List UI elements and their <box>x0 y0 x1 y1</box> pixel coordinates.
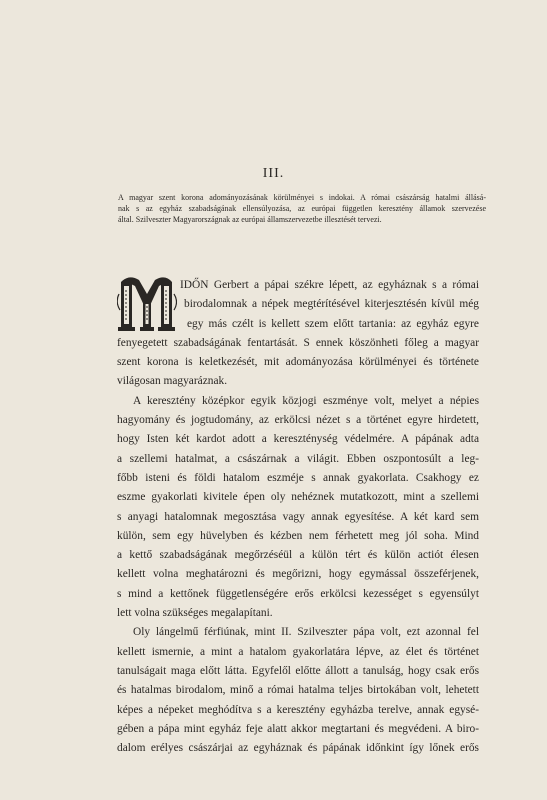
text-line: birodalomnak a népek megtérítésével kiterjesztésén kívül még <box>184 298 479 311</box>
text-line: kellett volna meghatározni és megőrizni, hogy egymással összeférjenek, <box>117 568 479 581</box>
text-line: világosan magyaráznak. <box>117 375 228 388</box>
text-line: A keresztény középkor egyik közjogi eszménye volt, melyet a népies <box>133 394 479 407</box>
text-line: a szellemi hatalmat, a császárnak a világit. Ebben oszpontosúlt a leg- <box>117 452 479 465</box>
summary-line: nak s az egyház szabadságának ellensúlyozása, az európai független keresztény államok szervezése <box>118 204 486 213</box>
text-line: tanulságait maga előtt látta. Egyfelől előtte állott a tanulság, hogy csak erős <box>117 664 479 677</box>
summary-line: A magyar szent korona adományozásának körülményei s indokai. A római császárság hatalmi állásá- <box>118 193 486 202</box>
text-line: s mind a kettőnek függetlenségére erős erkölcsi kezességet s egyensúlyt <box>117 587 479 600</box>
text-line: IDŐN Gerbert a pápai székre lépett, az egyháznak s a római <box>180 279 479 291</box>
text-line: szent korona is keletkezését, mit adományozása körülményei és története <box>117 356 479 369</box>
text-line: külön, sem egy hüvelyben és kézben nem férhetett meg jól soha. Mind <box>117 529 479 542</box>
text-line: a kettő szabadságának megőrzéséül a külön tért és külön actiót élesen <box>117 549 479 562</box>
text-line: hagyomány és jogtudomány, az erkölcsi nézet s a történet egyre hirdetett, <box>117 414 479 427</box>
text-line: kellett ismernie, a mint a hatalom gyakorlatára lépve, az élet és történet <box>117 645 479 658</box>
text-line: lett volna szükséges megalapítani. <box>117 607 273 620</box>
text-line: képes a népeket meghódítva s a keresztény egyházba terelve, annak egysé- <box>117 703 479 716</box>
text-line: s anyagi hatalomnak megosztása vagy annak egyesítése. A két kard sem <box>117 510 479 523</box>
text-line: fenyegetett szabadságának fentartását. S ennek köszönheti főleg a magyar <box>117 336 479 349</box>
text-line: főbb isteni és földi hatalom eszméje s annak gyakorlata. Csakhogy ez <box>117 471 479 484</box>
chapter-number: III. <box>262 166 285 181</box>
text-line: hogy Isten két kardot adott a kereszténység védelmére. A pápának adta <box>117 433 479 446</box>
text-line: eszme gyakorlati kivitele épen oly nehéznek mutatkozott, mint a szellemi <box>117 491 479 504</box>
body-text <box>117 276 479 758</box>
text-line: dalom erélyes császárjai az egyháznak és pápának időnkint így lőnek erős <box>117 742 479 755</box>
text-line: Oly lángelmű férfiúnak, mint II. Szilveszter pápa volt, ezt azonnal fel <box>133 626 479 639</box>
chapter-summary <box>118 192 486 225</box>
text-line: és hatalmas birodalom, minő a római hatalma teljes birtokában volt, lehetett <box>117 684 479 697</box>
summary-line: által. Szilveszter Magyarországnak az európai államszervezetbe illesztését tervezi. <box>118 215 382 224</box>
text-line: egy más czélt is kellett szem előtt tartania: az egyház egyre <box>187 317 479 330</box>
text-line: gében a pápa mint egyház feje alatt akkor megtartani és megvédeni. A biro- <box>117 722 479 735</box>
